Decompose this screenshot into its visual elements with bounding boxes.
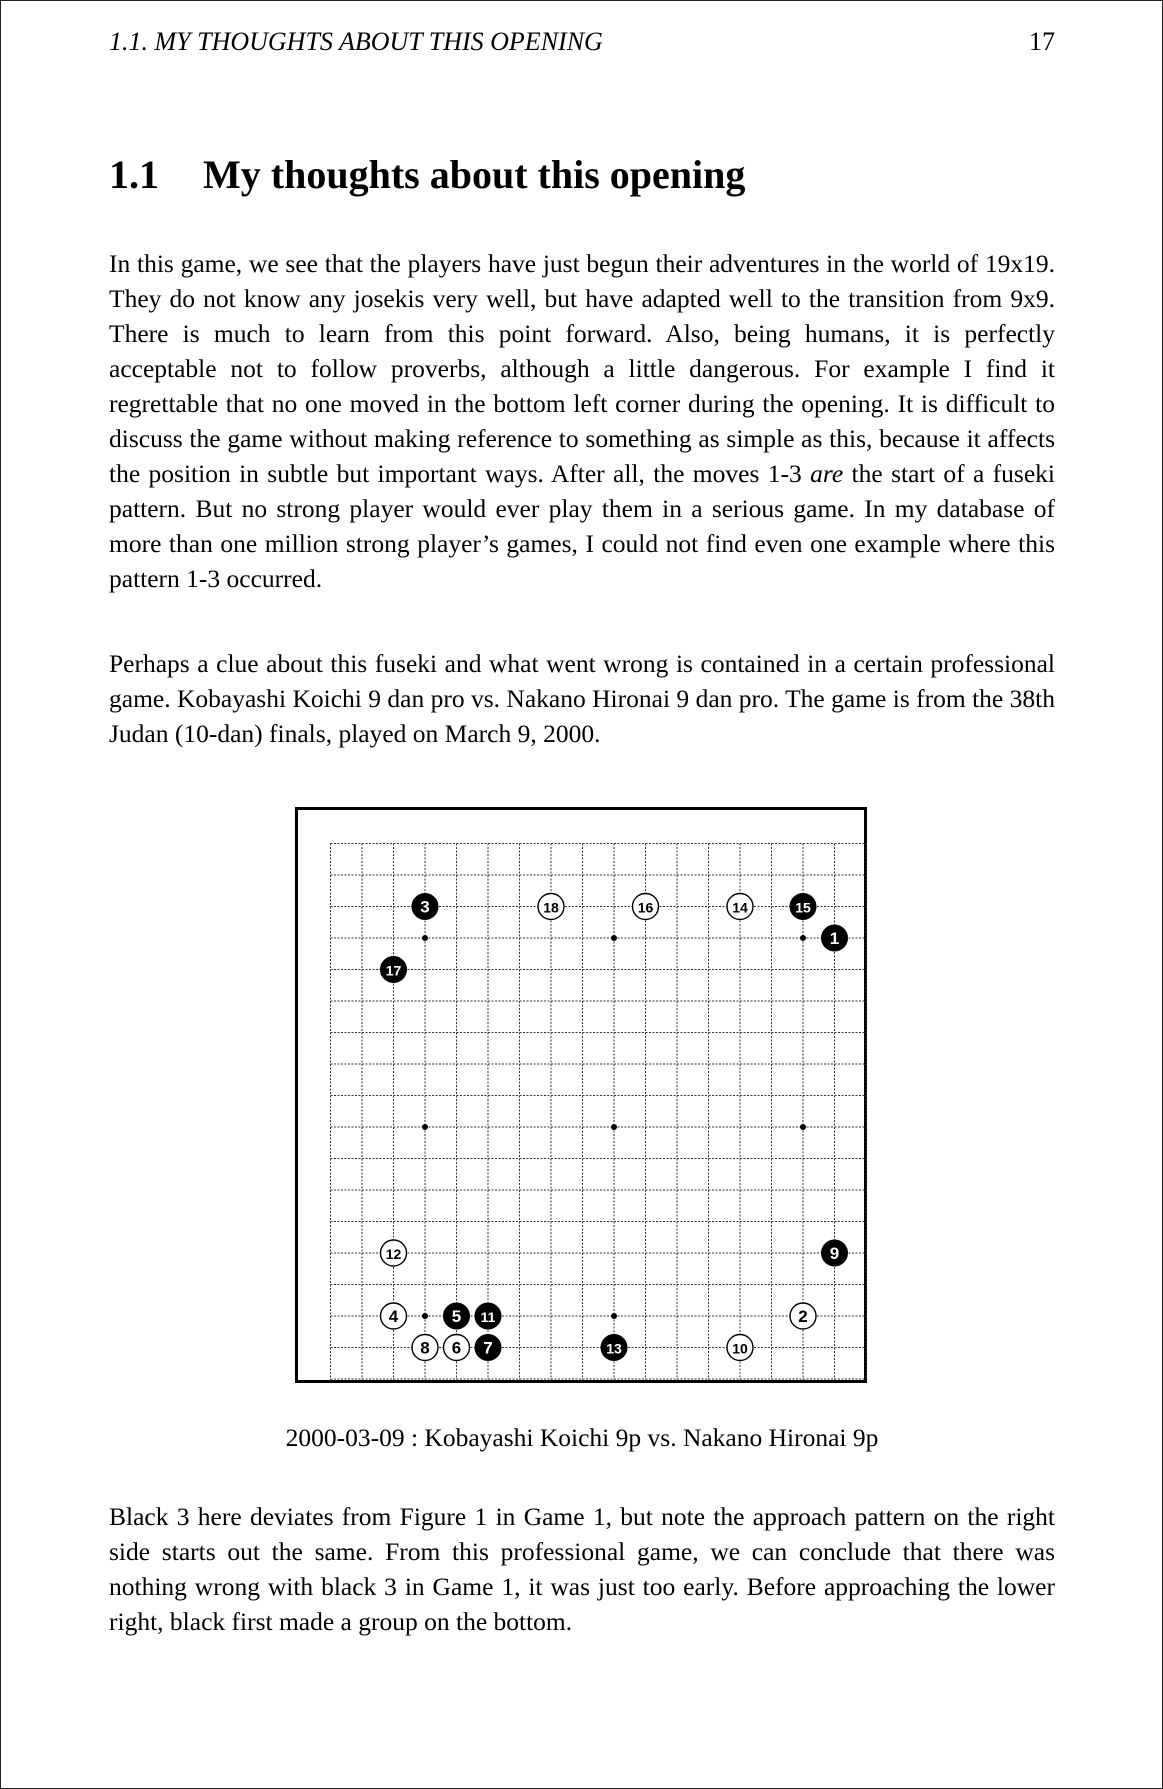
paragraph-intro xyxy=(109,246,1055,596)
black-stone-5 xyxy=(444,1303,470,1329)
stone-move-number: 9 xyxy=(829,1244,840,1263)
stone-move-number: 13 xyxy=(606,1340,622,1357)
hoshi-point xyxy=(422,935,428,941)
stone-move-number: 6 xyxy=(451,1338,462,1358)
black-stone-11 xyxy=(475,1303,501,1329)
running-header-section: 1.1. MY THOUGHTS ABOUT THIS OPENING xyxy=(109,27,603,56)
black-stone-17 xyxy=(381,957,407,983)
stone-move-number: 2 xyxy=(798,1307,808,1326)
running-header xyxy=(109,27,1055,67)
black-stone-1 xyxy=(822,925,848,951)
stone-move-number: 7 xyxy=(483,1338,493,1358)
stone-move-number: 17 xyxy=(385,962,402,979)
hoshi-point xyxy=(800,935,806,941)
stone-move-number: 5 xyxy=(451,1307,462,1326)
hoshi-point xyxy=(422,1124,428,1130)
hoshi-point xyxy=(800,1124,806,1130)
white-stone-6 xyxy=(444,1335,470,1361)
black-stone-9 xyxy=(822,1240,848,1266)
white-stone-18 xyxy=(538,894,564,920)
stone-move-number: 12 xyxy=(385,1246,402,1262)
go-board-diagram xyxy=(295,807,867,1383)
section-number: 1.1 xyxy=(109,152,159,197)
black-stone-15 xyxy=(790,894,816,920)
section-title: My thoughts about this opening xyxy=(203,152,746,197)
paragraph-professional-game: Perhaps a clue about this fuseki and what went wrong is contained in a certain professional game. Kobayashi Koichi 9 dan pro vs. Nakano Hironai 9 dan pro. The game is from the 38th Judan (10-dan) finals, played on March 9, 2000. xyxy=(109,649,1055,748)
stone-move-number: 4 xyxy=(388,1307,399,1326)
white-stone-2 xyxy=(790,1303,816,1329)
stone-move-number: 16 xyxy=(637,899,654,916)
paragraph-conclusion: Black 3 here deviates from Figure 1 in Game 1, but note the approach pattern on the right side starts out the same. From this professional game, we can conclude that there was nothing wrong with black 3 in Game 1, it was just too early. Before approaching the lower right, black first made a group on the bottom. xyxy=(109,1502,1055,1636)
stone-move-number: 18 xyxy=(543,899,559,916)
hoshi-point xyxy=(611,1124,617,1130)
white-stone-12 xyxy=(381,1240,407,1266)
paragraph-intro-text-1: In this game, we see that the players have just begun their adventures in the world of 19x19. They do not know any josekis very well, but have adapted well to the transition from 9x9. There is much to learn from this point forward. Also, being humans, it is perfectly acceptable not to follow proverbs, although a little dangerous. For example I find it regrettable that no one moved in the bottom left corner during the opening. It is difficult to discuss the game without making reference to something as simple as this, because it affects the position in subtle but important ways. After all, the moves 1-3 xyxy=(109,249,1055,488)
white-stone-4 xyxy=(381,1303,407,1329)
page-number: 17 xyxy=(1029,27,1055,56)
white-stone-10 xyxy=(727,1335,753,1361)
section-heading xyxy=(109,151,745,198)
stone-move-number: 10 xyxy=(732,1340,748,1357)
white-stone-16 xyxy=(633,894,659,920)
hoshi-point xyxy=(422,1313,428,1319)
stone-move-number: 8 xyxy=(420,1338,430,1358)
go-board-svg xyxy=(295,807,867,1383)
stone-move-number: 3 xyxy=(420,897,430,917)
white-stone-14 xyxy=(727,894,753,920)
white-stone-8 xyxy=(412,1335,438,1361)
black-stone-3 xyxy=(412,894,438,920)
paragraph-intro-emphasis: are xyxy=(810,459,844,488)
diagram-caption: 2000-03-09 : Kobayashi Koichi 9p vs. Nakano Hironai 9p xyxy=(285,1423,879,1452)
stone-move-number: 1 xyxy=(829,929,840,948)
black-stone-7 xyxy=(475,1335,501,1361)
paragraph-intro-text-2: the start of a fuseki pattern. But no strong player would ever play them in a serious game. In my database of more than one million strong player’s games, I could not find even one example where this pattern 1-3 occurred. xyxy=(109,459,1055,593)
stone-move-number: 14 xyxy=(732,899,748,916)
stone-move-number: 11 xyxy=(480,1309,496,1325)
stone-move-number: 15 xyxy=(795,899,811,916)
hoshi-point xyxy=(611,1313,617,1319)
black-stone-13 xyxy=(601,1335,627,1361)
hoshi-point xyxy=(611,935,617,941)
